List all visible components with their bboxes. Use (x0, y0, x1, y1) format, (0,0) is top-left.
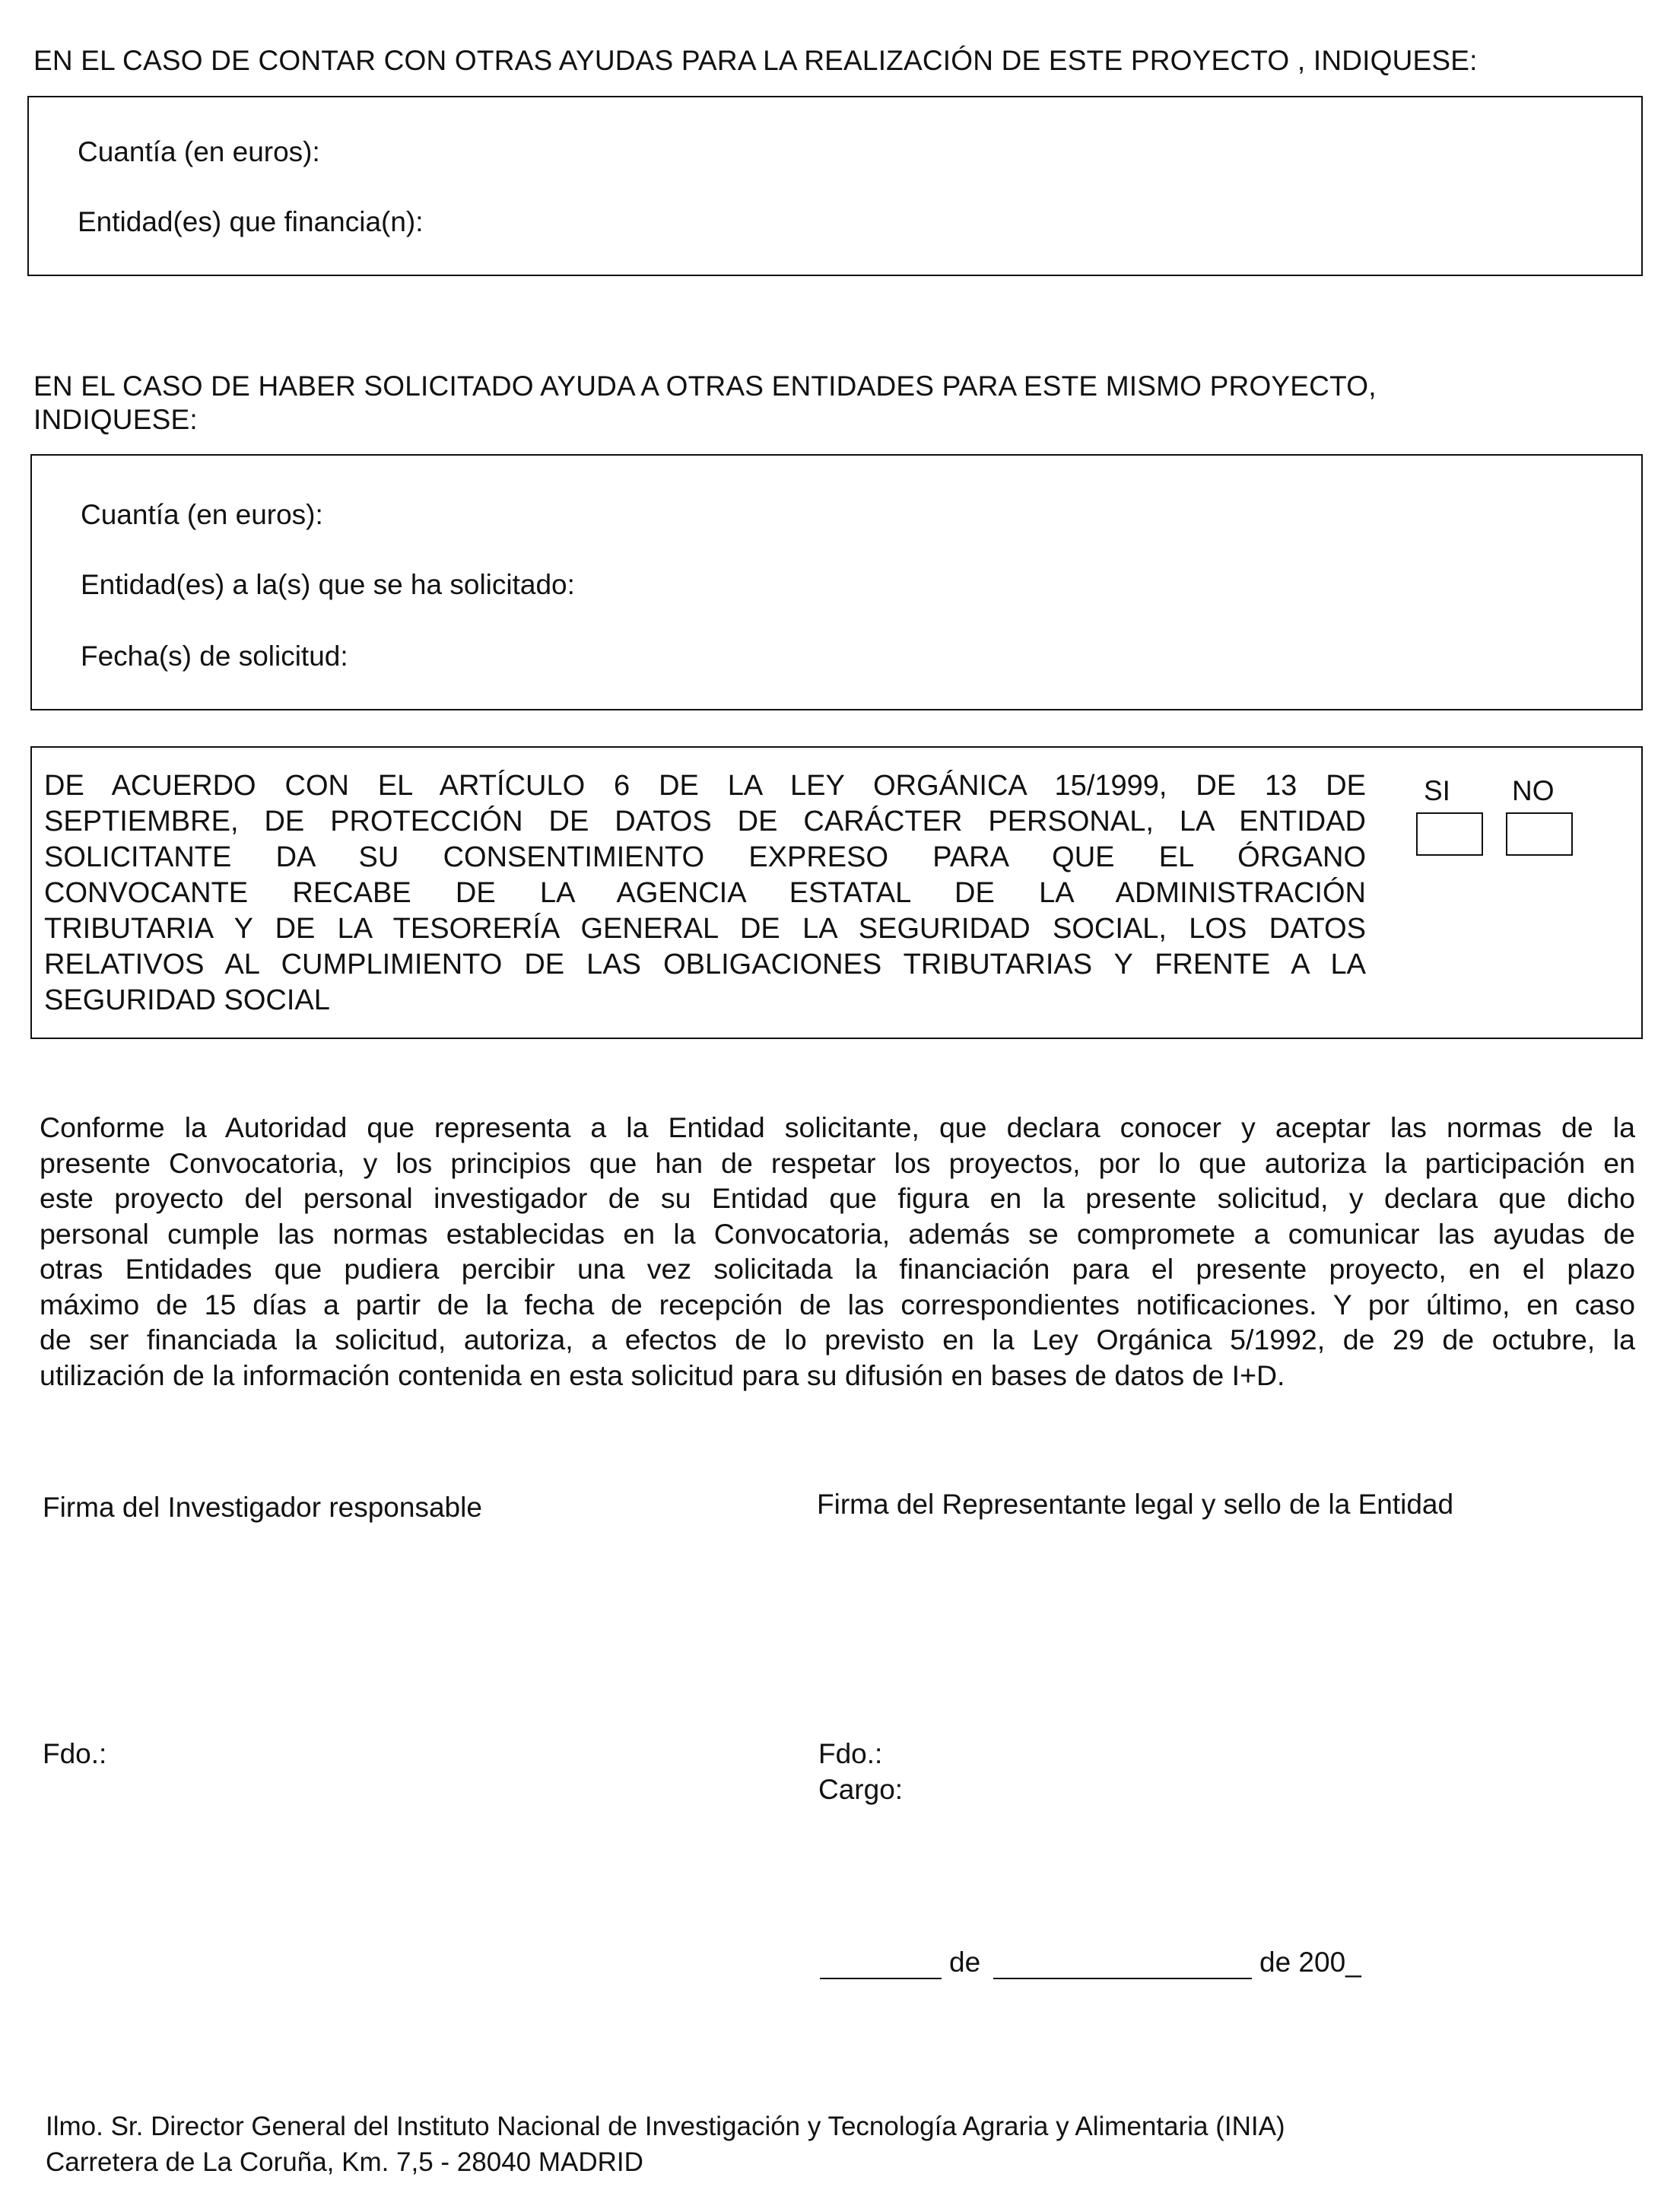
declaration-line: personal cumple las normas establecidas en la Convocatoria, además se compromete a comunicar las ayudas de (40, 1217, 1635, 1250)
declaration-line: utilización de la información contenida en esta solicitud para su difusión en bases de datos de I+D. (40, 1359, 1285, 1391)
other-funding-box (27, 96, 1643, 276)
declaration-line: este proyecto del personal investigador de su Entidad que figura en la presente solicitud, y declara que dicho (40, 1182, 1635, 1214)
date-day-blank[interactable] (820, 1978, 942, 1979)
representative-position: Cargo: (818, 1774, 904, 1805)
researcher-signed-by: Fdo.: (43, 1738, 107, 1769)
consent-line: SEPTIEMBRE, DE PROTECCIÓN DE DATOS DE CARÁCTER PERSONAL, LA ENTIDAD (44, 806, 1366, 837)
consent-yes-checkbox[interactable] (1416, 812, 1483, 856)
date-de-1: de (949, 1947, 981, 1978)
date-de-2: de 200_ (1259, 1947, 1361, 1978)
declaration-paragraph (40, 1110, 1635, 1393)
consent-line: SEGURIDAD SOCIAL (44, 984, 330, 1016)
consent-line: TRIBUTARIA Y DE LA TESORERÍA GENERAL DE LA SEGURIDAD SOCIAL, LOS DATOS (44, 913, 1366, 945)
representative-signed-by: Fdo.: (818, 1738, 883, 1769)
requested-funding-dates-label: Fecha(s) de solicitud: (81, 640, 348, 672)
declaration-line: Conforme la Autoridad que representa a la Entidad solicitante, que declara conocer y aceptar las normas de la (40, 1111, 1635, 1143)
other-funding-amount-label: Cuantía (en euros): (78, 136, 320, 167)
consent-yes-label: SI (1424, 775, 1450, 806)
consent-line: DE ACUERDO CON EL ARTÍCULO 6 DE LA LEY ORGÁNICA 15/1999, DE 13 DE (44, 770, 1366, 802)
requested-funding-heading-line1: EN EL CASO DE HABER SOLICITADO AYUDA A OTRAS ENTIDADES PARA ESTE MISMO PROYECTO, (33, 370, 1377, 402)
consent-line: RELATIVOS AL CUMPLIMIENTO DE LAS OBLIGACIONES TRIBUTARIAS Y FRENTE A LA (44, 949, 1366, 980)
consent-line: CONVOCANTE RECABE DE LA AGENCIA ESTATAL DE LA ADMINISTRACIÓN (44, 877, 1366, 909)
other-funding-heading: EN EL CASO DE CONTAR CON OTRAS AYUDAS PARA LA REALIZACIÓN DE ESTE PROYECTO , INDIQUESE: (33, 45, 1478, 76)
consent-line: SOLICITANTE DA SU CONSENTIMIENTO EXPRESO PARA QUE EL ÓRGANO (44, 841, 1366, 873)
footer-addressee: Ilmo. Sr. Director General del Instituto Nacional de Investigación y Tecnología Agraria y Alimentaria (INIA) (46, 2112, 1285, 2141)
declaration-line: máximo de 15 días a partir de la fecha de recepción de las correspondientes notificaciones. Y por último, en caso (40, 1288, 1635, 1321)
requested-funding-entities-label: Entidad(es) a la(s) que se ha solicitado: (81, 569, 575, 600)
declaration-line: otras Entidades que pudiera percibir una vez solicitada la financiación para el presente proyecto, en el plazo (40, 1253, 1635, 1285)
researcher-signature-label: Firma del Investigador responsable (43, 1492, 482, 1523)
other-funding-entities-label: Entidad(es) que financia(n): (78, 206, 424, 237)
representative-signature-label: Firma del Representante legal y sello de la Entidad (817, 1489, 1454, 1520)
footer-address: Carretera de La Coruña, Km. 7,5 - 28040 MADRID (46, 2147, 643, 2177)
requested-funding-heading-line2: INDIQUESE: (33, 404, 198, 435)
declaration-line: presente Convocatoria, y los principios que han de respetar los proyectos, por lo que autoriza la participación en (40, 1146, 1635, 1179)
requested-funding-amount-label: Cuantía (en euros): (81, 499, 323, 530)
requested-funding-box (30, 454, 1643, 710)
consent-no-label: NO (1512, 775, 1555, 806)
date-month-blank[interactable] (993, 1978, 1252, 1979)
consent-no-checkbox[interactable] (1506, 812, 1573, 856)
consent-text (44, 768, 1366, 1019)
declaration-line: de ser financiada la solicitud, autoriza, a efectos de lo previsto en la Ley Orgánica 5/1992, de 29 de octubre, la (40, 1324, 1635, 1355)
